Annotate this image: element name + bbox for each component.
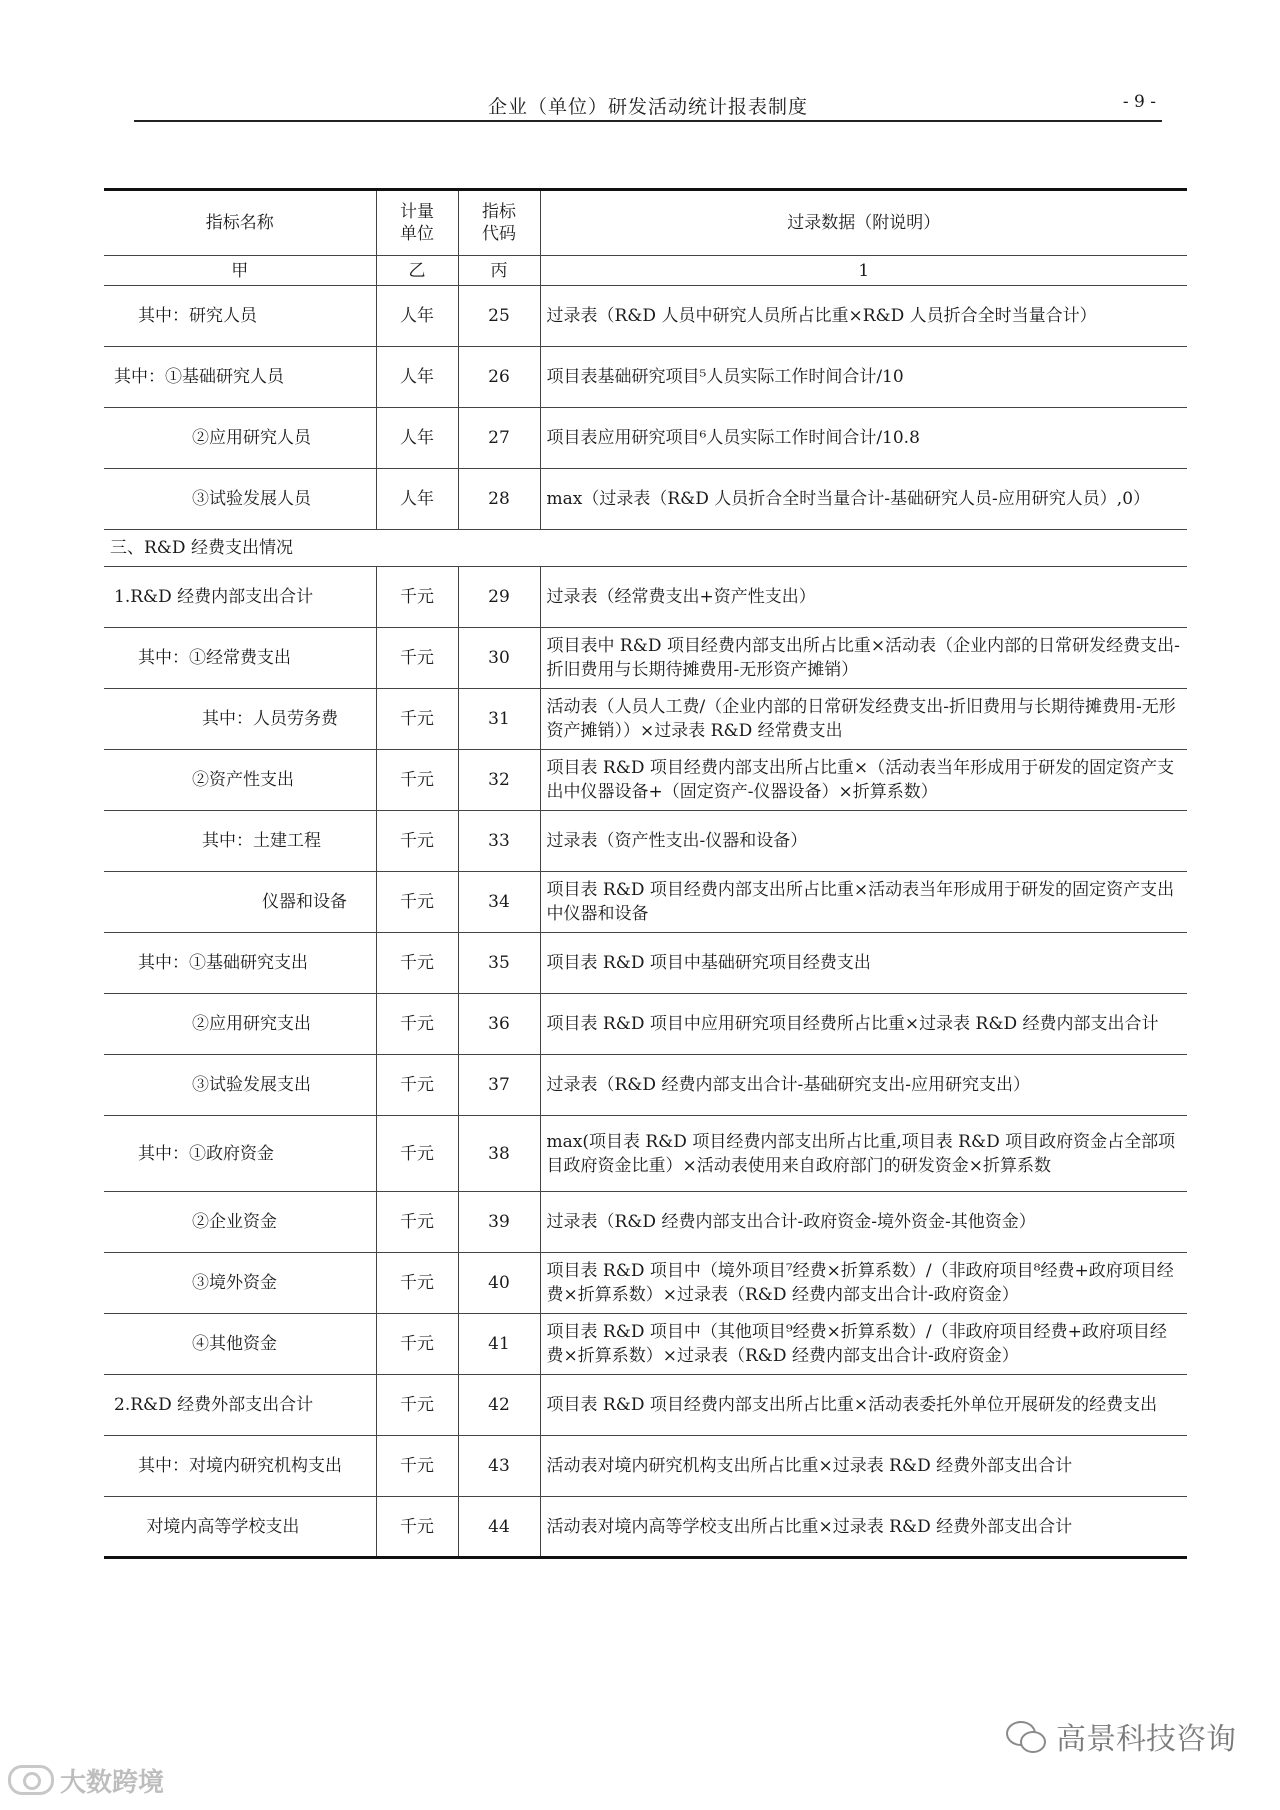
source-description: 活动表对境内研究机构支出所占比重×过录表 R&D 经费外部支出合计 bbox=[540, 1436, 1187, 1497]
unit: 千元 bbox=[376, 567, 458, 628]
source-description: 项目表应用研究项目⁶人员实际工作时间合计/10.8 bbox=[540, 408, 1187, 469]
source-description: 项目表 R&D 项目中应用研究项目经费所占比重×过录表 R&D 经费内部支出合计 bbox=[540, 994, 1187, 1055]
header-unit-text: 计量 单位 bbox=[400, 202, 434, 244]
watermark-dashu bbox=[8, 1762, 164, 1798]
table-row bbox=[104, 408, 1187, 469]
code: 26 bbox=[458, 347, 540, 408]
indicator-name: 1.R&D 经费内部支出合计 bbox=[104, 567, 376, 628]
code: 33 bbox=[458, 811, 540, 872]
indicator-name: ②应用研究支出 bbox=[104, 994, 376, 1055]
source-description: 过录表（R&D 经费内部支出合计-政府资金-境外资金-其他资金） bbox=[540, 1192, 1187, 1253]
unit: 人年 bbox=[376, 347, 458, 408]
code: 28 bbox=[458, 469, 540, 530]
unit: 千元 bbox=[376, 1375, 458, 1436]
source-description: 活动表对境内高等学校支出所占比重×过录表 R&D 经费外部支出合计 bbox=[540, 1497, 1187, 1558]
watermark-dashu-text: 大数跨境 bbox=[60, 1767, 165, 1798]
column-letter-jia: 甲 bbox=[104, 256, 376, 286]
column-letter-1: 1 bbox=[540, 256, 1187, 286]
code: 39 bbox=[458, 1192, 540, 1253]
code: 32 bbox=[458, 750, 540, 811]
page-number: - 9 - bbox=[1122, 92, 1156, 112]
unit: 千元 bbox=[376, 750, 458, 811]
source-description: 过录表（R&D 经费内部支出合计-基础研究支出-应用研究支出） bbox=[540, 1055, 1187, 1116]
code: 34 bbox=[458, 872, 540, 933]
indicator-name: 2.R&D 经费外部支出合计 bbox=[104, 1375, 376, 1436]
indicator-name: ②资产性支出 bbox=[104, 750, 376, 811]
source-description: 过录表（经常费支出+资产性支出） bbox=[540, 567, 1187, 628]
indicator-name: 其中：对境内研究机构支出 bbox=[104, 1436, 376, 1497]
indicator-name: ③试验发展人员 bbox=[104, 469, 376, 530]
table-row bbox=[104, 933, 1187, 994]
table-header-row bbox=[104, 190, 1187, 256]
source-description: 项目表基础研究项目⁵人员实际工作时间合计/10 bbox=[540, 347, 1187, 408]
code: 27 bbox=[458, 408, 540, 469]
indicator-name: 仪器和设备 bbox=[104, 872, 376, 933]
page-header bbox=[134, 90, 1162, 122]
table-row bbox=[104, 1497, 1187, 1558]
source-description: 项目表 R&D 项目经费内部支出所占比重×活动表委托外单位开展研发的经费支出 bbox=[540, 1375, 1187, 1436]
header-source-data: 过录数据（附说明） bbox=[540, 190, 1187, 256]
indicator-name: ④其他资金 bbox=[104, 1314, 376, 1375]
source-description: max(项目表 R&D 项目经费内部支出所占比重,项目表 R&D 项目政府资金占全部项目政府资金比重）×活动表使用来自政府部门的研发资金×折算系数 bbox=[540, 1116, 1187, 1192]
code: 38 bbox=[458, 1116, 540, 1192]
indicator-name: ③试验发展支出 bbox=[104, 1055, 376, 1116]
source-description: 过录表（R&D 人员中研究人员所占比重×R&D 人员折合全时当量合计） bbox=[540, 286, 1187, 347]
indicator-name: 其中：土建工程 bbox=[104, 811, 376, 872]
section-row bbox=[104, 530, 1187, 567]
code: 25 bbox=[458, 286, 540, 347]
unit: 千元 bbox=[376, 1436, 458, 1497]
source-description: 项目表中 R&D 项目经费内部支出所占比重×活动表（企业内部的日常研发经费支出-折旧费用与长期待摊费用-无形资产摊销） bbox=[540, 628, 1187, 689]
table-row bbox=[104, 689, 1187, 750]
column-letter-bing: 丙 bbox=[458, 256, 540, 286]
indicator-table bbox=[104, 188, 1187, 1559]
unit: 千元 bbox=[376, 811, 458, 872]
table-row bbox=[104, 567, 1187, 628]
indicator-name: 其中：研究人员 bbox=[104, 286, 376, 347]
table-row bbox=[104, 1253, 1187, 1314]
table-row bbox=[104, 1314, 1187, 1375]
source-description: 项目表 R&D 项目中（境外项目⁷经费×折算系数）/（非政府项目⁸经费+政府项目经费×折算系数）×过录表（R&D 经费内部支出合计-政府资金） bbox=[540, 1253, 1187, 1314]
unit: 千元 bbox=[376, 1055, 458, 1116]
table-row bbox=[104, 286, 1187, 347]
table-row bbox=[104, 1375, 1187, 1436]
indicator-name: 其中：①政府资金 bbox=[104, 1116, 376, 1192]
document-title: 企业（单位）研发活动统计报表制度 bbox=[487, 96, 808, 118]
unit: 千元 bbox=[376, 994, 458, 1055]
indicator-name: ③境外资金 bbox=[104, 1253, 376, 1314]
table-row bbox=[104, 1055, 1187, 1116]
watermark-gaojing bbox=[1006, 1714, 1236, 1758]
code: 43 bbox=[458, 1436, 540, 1497]
table-row bbox=[104, 469, 1187, 530]
header-code bbox=[458, 190, 540, 256]
unit: 人年 bbox=[376, 408, 458, 469]
dashu-logo-icon bbox=[8, 1765, 54, 1795]
indicator-name: 其中：人员劳务费 bbox=[104, 689, 376, 750]
indicator-name: 其中：①经常费支出 bbox=[104, 628, 376, 689]
code: 44 bbox=[458, 1497, 540, 1558]
unit: 人年 bbox=[376, 469, 458, 530]
indicator-name: 对境内高等学校支出 bbox=[104, 1497, 376, 1558]
wechat-icon bbox=[1006, 1719, 1046, 1753]
table-row bbox=[104, 994, 1187, 1055]
code: 35 bbox=[458, 933, 540, 994]
unit: 千元 bbox=[376, 1253, 458, 1314]
table-row bbox=[104, 1436, 1187, 1497]
table-row bbox=[104, 1192, 1187, 1253]
source-description: max（过录表（R&D 人员折合全时当量合计-基础研究人员-应用研究人员）,0） bbox=[540, 469, 1187, 530]
source-description: 项目表 R&D 项目中基础研究项目经费支出 bbox=[540, 933, 1187, 994]
code: 41 bbox=[458, 1314, 540, 1375]
code: 29 bbox=[458, 567, 540, 628]
indicator-name: ②企业资金 bbox=[104, 1192, 376, 1253]
unit: 千元 bbox=[376, 1314, 458, 1375]
source-description: 项目表 R&D 项目经费内部支出所占比重×（活动表当年形成用于研发的固定资产支出中仪器设备+（固定资产-仪器设备）×折算系数） bbox=[540, 750, 1187, 811]
source-description: 活动表（人员人工费/（企业内部的日常研发经费支出-折旧费用与长期待摊费用-无形资产摊销））×过录表 R&D 经常费支出 bbox=[540, 689, 1187, 750]
header-indicator-name: 指标名称 bbox=[104, 190, 376, 256]
code: 37 bbox=[458, 1055, 540, 1116]
table-row bbox=[104, 872, 1187, 933]
source-description: 项目表 R&D 项目中（其他项目⁹经费×折算系数）/（非政府项目经费+政府项目经费×折算系数）×过录表（R&D 经费内部支出合计-政府资金） bbox=[540, 1314, 1187, 1375]
code: 36 bbox=[458, 994, 540, 1055]
table-row bbox=[104, 1116, 1187, 1192]
source-description: 过录表（资产性支出-仪器和设备） bbox=[540, 811, 1187, 872]
code: 31 bbox=[458, 689, 540, 750]
code: 40 bbox=[458, 1253, 540, 1314]
indicator-name: 其中：①基础研究人员 bbox=[104, 347, 376, 408]
unit: 千元 bbox=[376, 628, 458, 689]
unit: 千元 bbox=[376, 933, 458, 994]
source-description: 项目表 R&D 项目经费内部支出所占比重×活动表当年形成用于研发的固定资产支出中仪器和设备 bbox=[540, 872, 1187, 933]
column-letter-row bbox=[104, 256, 1187, 286]
unit: 千元 bbox=[376, 1192, 458, 1253]
unit: 千元 bbox=[376, 689, 458, 750]
unit: 千元 bbox=[376, 872, 458, 933]
indicator-name: ②应用研究人员 bbox=[104, 408, 376, 469]
unit: 人年 bbox=[376, 286, 458, 347]
section-heading: 三、R&D 经费支出情况 bbox=[104, 530, 1187, 567]
header-unit bbox=[376, 190, 458, 256]
unit: 千元 bbox=[376, 1497, 458, 1558]
table-row bbox=[104, 750, 1187, 811]
watermark-gaojing-text: 高景科技咨询 bbox=[1056, 1722, 1236, 1757]
table-row bbox=[104, 811, 1187, 872]
column-letter-yi: 乙 bbox=[376, 256, 458, 286]
code: 30 bbox=[458, 628, 540, 689]
table-row bbox=[104, 628, 1187, 689]
unit: 千元 bbox=[376, 1116, 458, 1192]
table-row bbox=[104, 347, 1187, 408]
header-code-text: 指标 代码 bbox=[482, 202, 516, 244]
code: 42 bbox=[458, 1375, 540, 1436]
indicator-name: 其中：①基础研究支出 bbox=[104, 933, 376, 994]
